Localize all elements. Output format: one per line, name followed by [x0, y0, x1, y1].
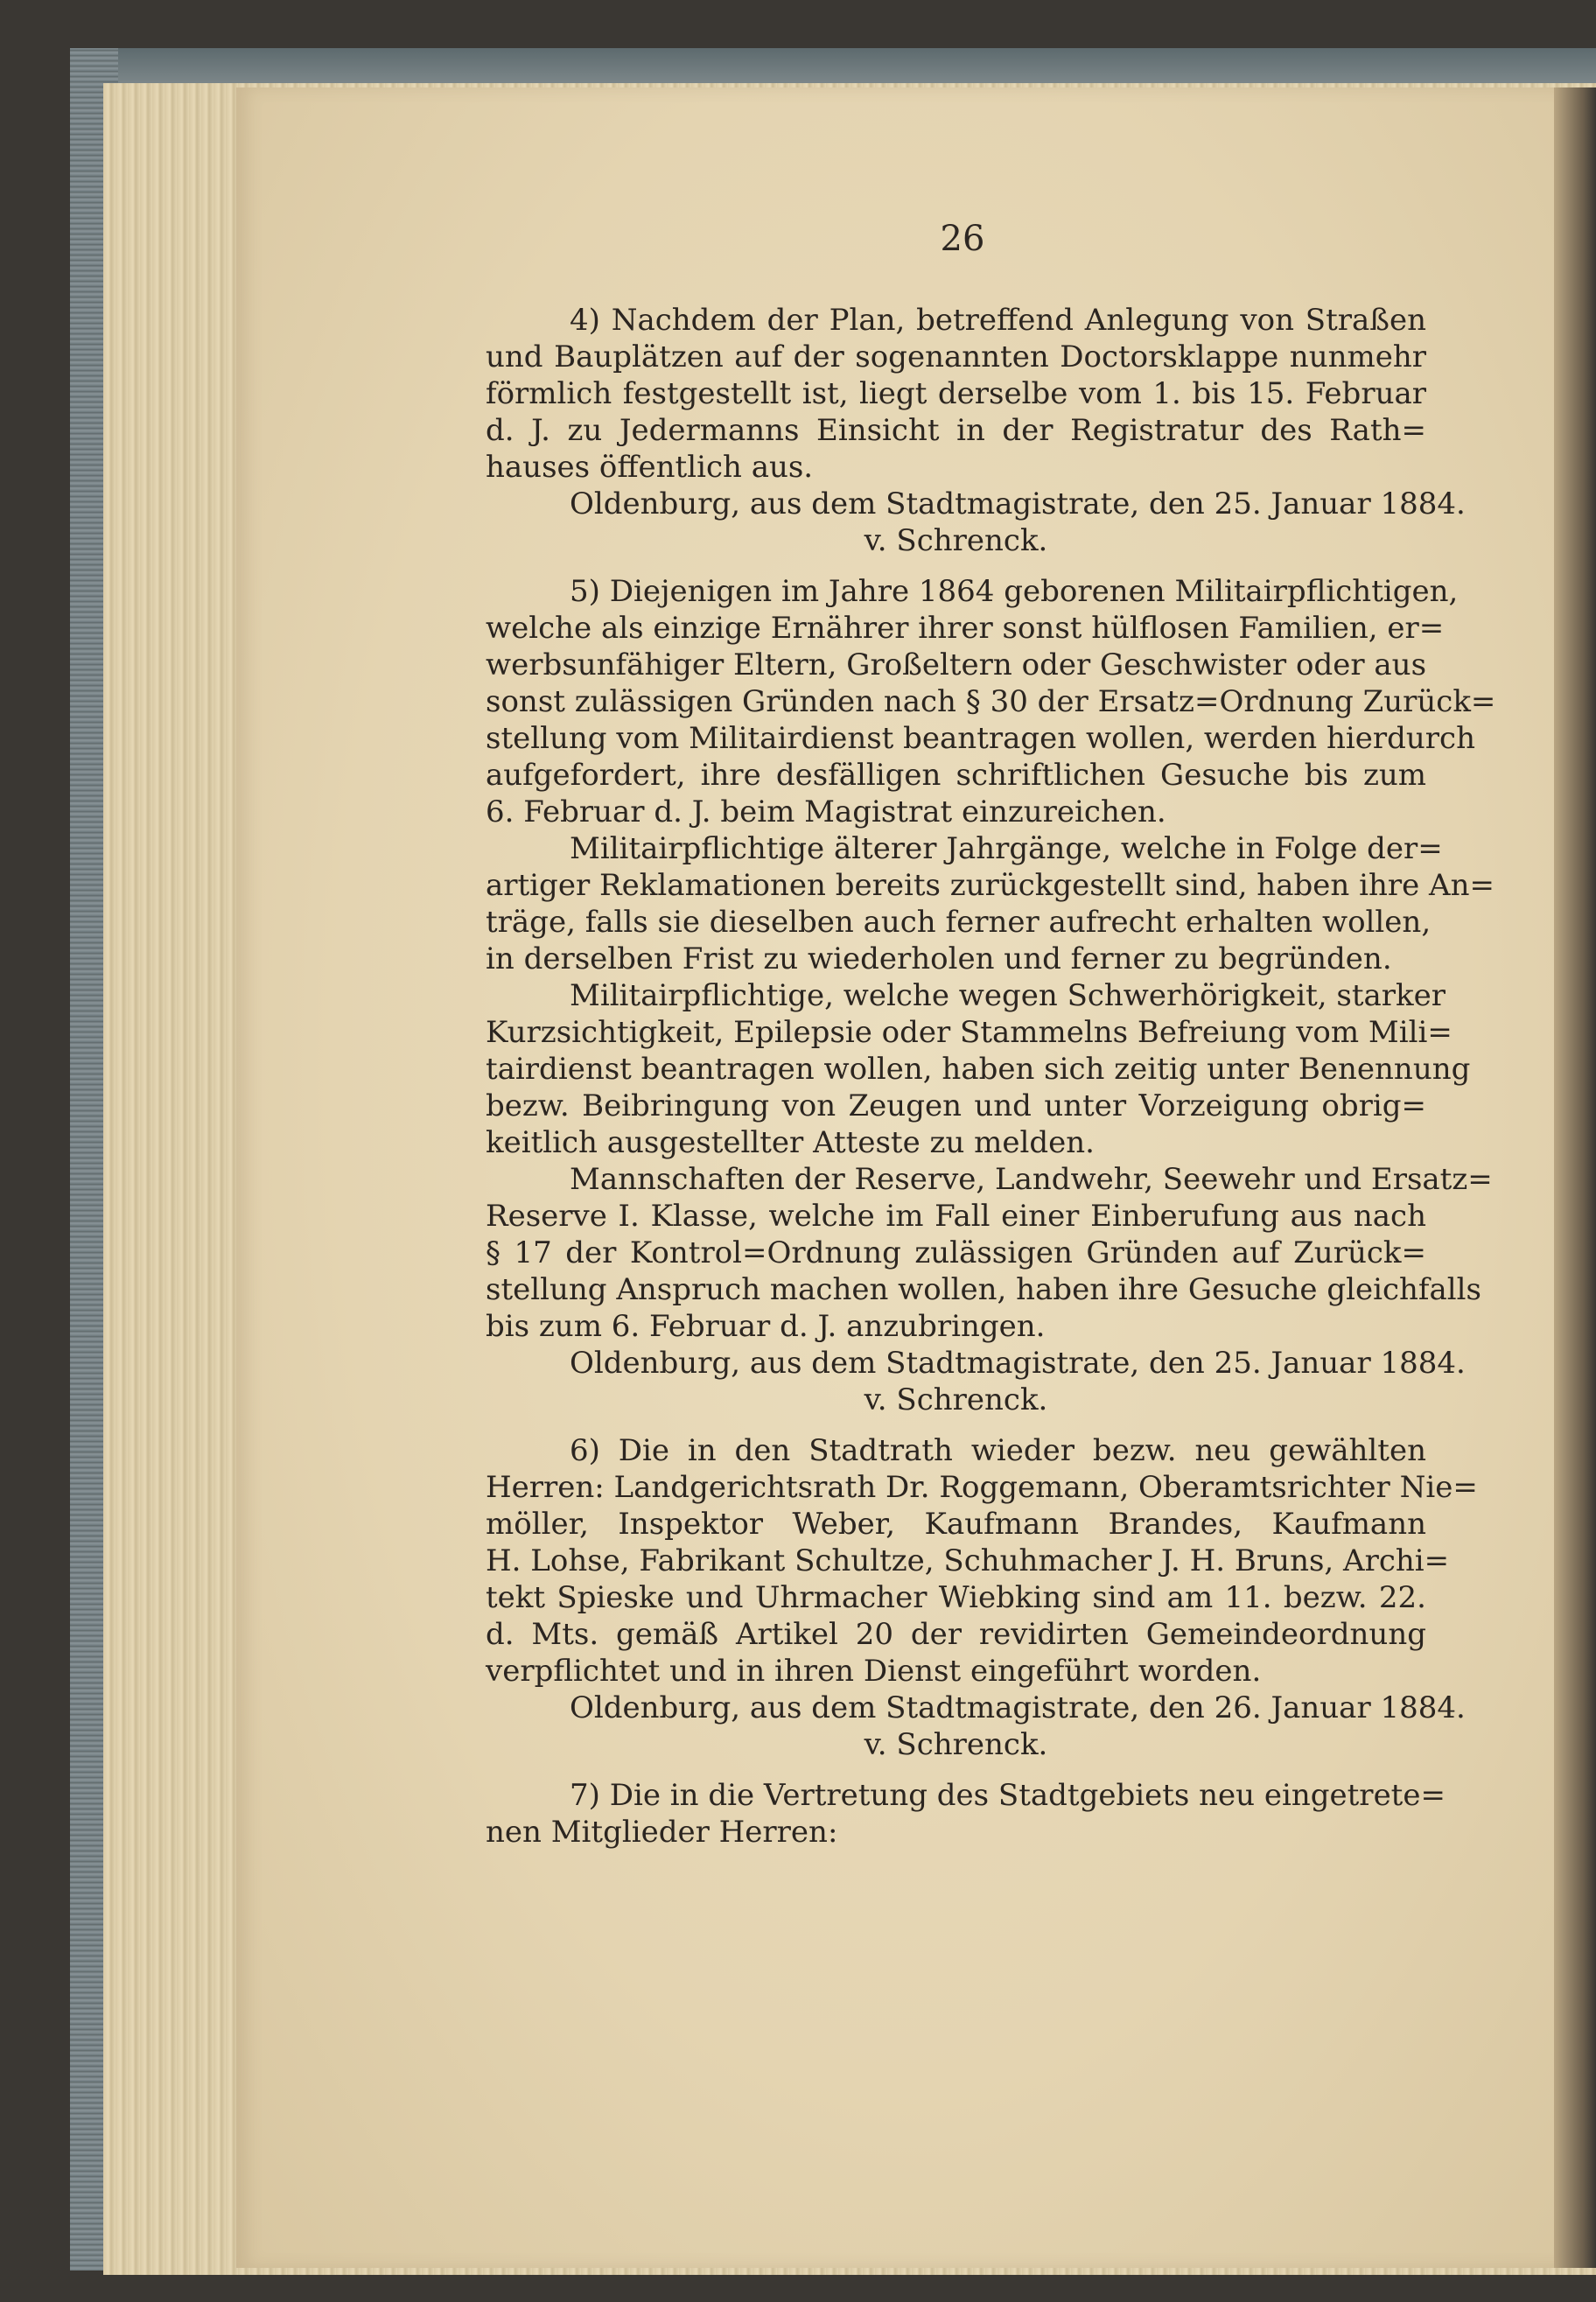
text-line: aufgefordert, ihre desfälligen schriftlichen Gesuche bis zum [486, 758, 1426, 793]
text-line: sonst zulässigen Gründen nach § 30 der Ersatz=Ordnung Zurück= [486, 684, 1496, 719]
text-line: d. Mts. gemäß Artikel 20 der revidirten Gemeindeordnung [486, 1617, 1426, 1652]
text-line: v. Schrenck. [864, 1727, 1048, 1762]
text-line: 4) Nachdem der Plan, betreffend Anlegung von Straßen [570, 303, 1426, 338]
text-line: Oldenburg, aus dem Stadtmagistrate, den 25. Januar 1884. [570, 486, 1466, 521]
paragraph-gap [486, 559, 1426, 573]
text-line: Mannschaften der Reserve, Landwehr, Seewehr und Ersatz= [570, 1162, 1493, 1197]
text-line: Kurzsichtigkeit, Epilepsie oder Stammelns Befreiung vom Mili= [486, 1015, 1452, 1050]
text-line: bezw. Beibringung von Zeugen und unter Vorzeigung obrig= [486, 1088, 1426, 1123]
text-line: hauses öffentlich aus. [486, 450, 814, 485]
text-line: stellung vom Militairdienst beantragen wollen, werden hierdurch [486, 721, 1475, 756]
text-line: 5) Diejenigen im Jahre 1864 geborenen Militairpflichtigen, [570, 574, 1459, 609]
paragraph-gap [486, 1418, 1426, 1432]
text-line: d. J. zu Jedermanns Einsicht in der Registratur des Rath= [486, 413, 1426, 448]
text-line: Militairpflichtige älterer Jahrgänge, welche in Folge der= [570, 831, 1443, 866]
text-line: v. Schrenck. [864, 523, 1048, 558]
text-line: möller, Inspektor Weber, Kaufmann Brandes, Kaufmann [486, 1507, 1426, 1542]
text-line: v. Schrenck. [864, 1382, 1048, 1417]
text-line: bis zum 6. Februar d. J. anzubringen. [486, 1309, 1046, 1344]
text-line: 6) Die in den Stadtrath wieder bezw. neu gewählten [570, 1433, 1426, 1468]
page-number: 26 [940, 219, 985, 259]
text-line: welche als einzige Ernährer ihrer sonst hülflosen Familien, er= [486, 611, 1445, 646]
text-line: nen Mitglieder Herren: [486, 1815, 838, 1850]
text-line: 6. Februar d. J. beim Magistrat einzureichen. [486, 794, 1166, 829]
text-line: Herren: Landgerichtsrath Dr. Roggemann, Oberamtsrichter Nie= [486, 1470, 1478, 1505]
book-gutter [1554, 87, 1596, 2268]
text-line: und Bauplätzen auf der sogenannten Doctorsklappe nunmehr [486, 339, 1426, 374]
text-line: Oldenburg, aus dem Stadtmagistrate, den 26. Januar 1884. [570, 1690, 1466, 1725]
text-line: werbsunfähiger Eltern, Großeltern oder Geschwister oder aus [486, 647, 1427, 682]
text-line: tairdienst beantragen wollen, haben sich zeitig unter Benennung [486, 1052, 1471, 1087]
text-line: artiger Reklamationen bereits zurückgestellt sind, haben ihre An= [486, 868, 1494, 903]
text-line: in derselben Frist zu wiederholen und ferner zu begründen. [486, 941, 1392, 976]
text-line: träge, falls sie dieselben auch ferner aufrecht erhalten wollen, [486, 905, 1432, 940]
text-line: H. Lohse, Fabrikant Schultze, Schuhmacher J. H. Bruns, Archi= [486, 1543, 1450, 1578]
text-line: verpflichtet und in ihren Dienst eingeführt worden. [486, 1654, 1262, 1689]
text-line: Reserve I. Klasse, welche im Fall einer Einberufung aus nach [486, 1199, 1426, 1234]
text-line: Oldenburg, aus dem Stadtmagistrate, den 25. Januar 1884. [570, 1346, 1466, 1381]
text-line: förmlich festgestellt ist, liegt derselbe vom 1. bis 15. Februar [486, 376, 1426, 411]
text-line: stellung Anspruch machen wollen, haben ihre Gesuche gleichfalls [486, 1272, 1481, 1307]
text-line: 7) Die in die Vertretung des Stadtgebiets neu eingetrete= [570, 1778, 1446, 1813]
text-line: keitlich ausgestellter Atteste zu melden. [486, 1125, 1095, 1160]
text-line: § 17 der Kontrol=Ordnung zulässigen Gründen auf Zurück= [486, 1235, 1426, 1270]
paragraph-gap [486, 1763, 1426, 1777]
text-line: Militairpflichtige, welche wegen Schwerhörigkeit, starker [570, 978, 1446, 1013]
text-line: tekt Spieske und Uhrmacher Wiebking sind am 11. bezw. 22. [486, 1580, 1426, 1615]
page-text [486, 302, 1496, 1851]
